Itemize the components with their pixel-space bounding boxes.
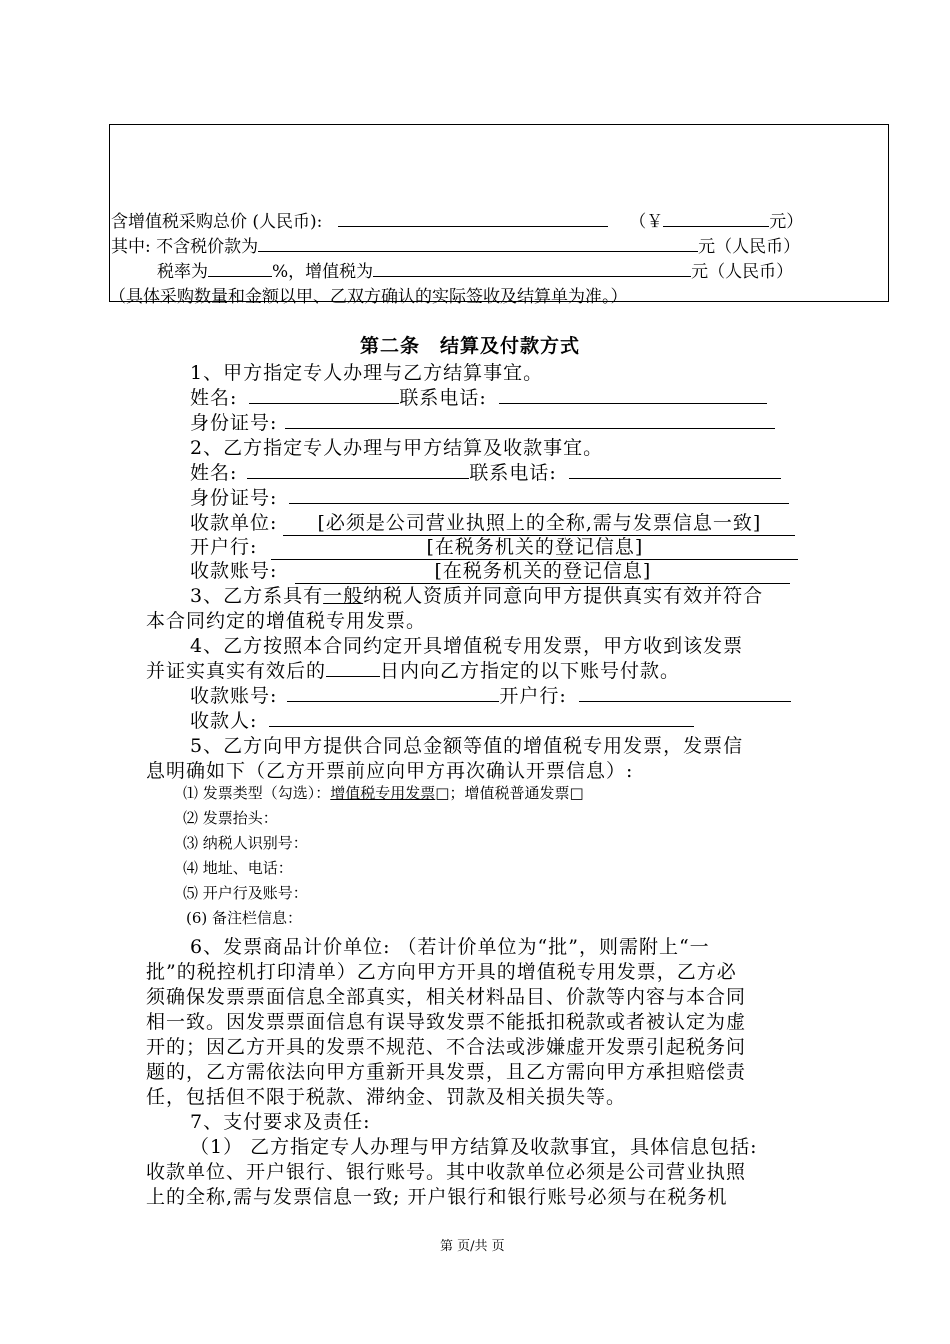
item4-line2-post: 日内向乙方指定的以下账号付款。 bbox=[380, 660, 681, 682]
item2-text: 2、乙方指定专人办理与甲方结算及收款事宜。 bbox=[190, 437, 604, 459]
total-price-open: （￥ bbox=[629, 212, 664, 232]
item1-text: 1、甲方指定专人办理与乙方结算事宜。 bbox=[190, 362, 544, 384]
item2-contact-line bbox=[190, 458, 781, 485]
item1-phone-label: 联系电话: bbox=[399, 387, 487, 409]
item4-line1: 4、乙方按照本合同约定开具增值税专用发票，甲方收到该发票 bbox=[190, 635, 744, 657]
item2-payee-value[interactable]: [必须是公司营业执照上的全称,需与发票信息一致] bbox=[283, 508, 795, 536]
item2-account-line bbox=[190, 556, 790, 584]
total-price-blank[interactable] bbox=[338, 209, 608, 227]
item4-payee-line bbox=[190, 706, 694, 733]
item4-account-label: 收款账号: bbox=[190, 685, 278, 707]
item5-sub1-special[interactable]: 增值税专用发票 bbox=[330, 784, 436, 802]
item7-line: 上的全称,需与发票信息一致; 开户银行和银行账号必须与在税务机 bbox=[146, 1186, 728, 1208]
item4-account-line bbox=[190, 681, 791, 708]
item5-line2: 息明确如下（乙方开票前应向甲方再次确认开票信息）: bbox=[146, 760, 634, 782]
item7-line: （1） 乙方指定专人办理与甲方结算及收款事宜，具体信息包括: bbox=[190, 1136, 758, 1158]
tax-blank[interactable] bbox=[373, 259, 691, 277]
item4-bank-blank[interactable] bbox=[579, 684, 791, 702]
item4-payee-blank[interactable] bbox=[269, 709, 694, 727]
notax-unit: 元（人民币） bbox=[698, 237, 801, 257]
item3-kind: 一般 bbox=[323, 585, 364, 607]
item3-line2: 本合同约定的增值税专用发票。 bbox=[146, 610, 427, 632]
rate-label: 税率为 bbox=[157, 262, 208, 282]
rate-blank[interactable] bbox=[208, 259, 272, 277]
item2-phone-label: 联系电话: bbox=[469, 462, 557, 484]
item3-post: 纳税人资质并同意向甲方提供真实有效并符合 bbox=[363, 585, 764, 607]
item4-line2-pre: 并证实真实有效后的 bbox=[146, 660, 327, 682]
item2-id-label: 身份证号: bbox=[190, 487, 278, 509]
total-price-unit: 元） bbox=[769, 212, 804, 232]
item3-pre: 3、乙方系具有 bbox=[190, 585, 324, 607]
item1-phone-blank[interactable] bbox=[499, 386, 767, 404]
item5-sub1-pre: ⑴ 发票类型（勾选）： bbox=[183, 784, 331, 802]
item5-line1: 5、乙方向甲方提供合同总金额等值的增值税专用发票，发票信 bbox=[190, 735, 744, 757]
item6-line: 任，包括但不限于税款、滞纳金、罚款及相关损失等。 bbox=[146, 1086, 627, 1108]
item2-phone-blank[interactable] bbox=[569, 461, 781, 479]
item1-name-blank[interactable] bbox=[249, 386, 399, 404]
item5-sub4: ⑷ 地址、电话： bbox=[183, 859, 293, 877]
rate-line bbox=[157, 257, 793, 282]
item5-sub5: ⑸ 开户行及账号： bbox=[183, 884, 308, 902]
rate-pct: %，增值税为 bbox=[272, 262, 374, 282]
item6-line: 须确保发票票面信息全部真实，相关材料品目、价款等内容与本合同 bbox=[146, 986, 747, 1008]
notax-label: 其中: 不含税价款为 bbox=[111, 237, 259, 257]
item1-name-label: 姓名: bbox=[190, 387, 238, 409]
item7-line: 收款单位、开户银行、银行账号。其中收款单位必须是公司营业执照 bbox=[146, 1161, 747, 1183]
item4-payee-label: 收款人: bbox=[190, 710, 258, 732]
item4-account-blank[interactable] bbox=[287, 684, 499, 702]
item7-title: 7、支付要求及责任: bbox=[190, 1111, 371, 1133]
item1-id-line bbox=[190, 408, 775, 435]
item5-sub2: ⑵ 发票抬头： bbox=[183, 809, 278, 827]
item4-days-blank[interactable] bbox=[326, 659, 380, 677]
item6-line: 6、发票商品计价单位: （若计价单位为“批”，则需附上“一 bbox=[190, 936, 710, 958]
notax-line bbox=[111, 232, 800, 257]
item2-account-value[interactable]: [在税务机关的登记信息] bbox=[295, 556, 790, 584]
item1-id-label: 身份证号: bbox=[190, 412, 278, 434]
item2-bank-label: 开户行: bbox=[190, 536, 258, 558]
item2-name-blank[interactable] bbox=[247, 461, 469, 479]
item4-line2 bbox=[146, 656, 680, 683]
item6-line: 相一致。因发票票面信息有误导致发票不能抵扣税款或者被认定为虚 bbox=[146, 1011, 747, 1033]
item2-bank-value[interactable]: [在税务机关的登记信息] bbox=[271, 532, 798, 560]
section-title: 第二条 结算及付款方式 bbox=[360, 335, 581, 357]
total-price-rmb-blank[interactable] bbox=[663, 209, 769, 227]
page-footer: 第 页/共 页 bbox=[440, 1239, 505, 1254]
item4-bank-label: 开户行: bbox=[499, 685, 567, 707]
item2-name-label: 姓名: bbox=[190, 462, 238, 484]
item2-account-label: 收款账号: bbox=[190, 560, 278, 582]
item6-line: 批”的税控机打印清单）乙方向甲方开具的增值税专用发票，乙方必 bbox=[146, 961, 737, 983]
item6-line: 题的，乙方需依法向甲方重新开具发票，且乙方需向甲方承担赔偿责 bbox=[146, 1061, 747, 1083]
total-price-label: 含增值税采购总价 (人民币): bbox=[111, 212, 323, 232]
item5-sub6: (6) 备注栏信息： bbox=[186, 909, 303, 927]
item6-line: 开的；因乙方开具的发票不规范、不合法或涉嫌虚开发票引起税务问 bbox=[146, 1036, 747, 1058]
tax-unit: 元（人民币） bbox=[691, 262, 794, 282]
item1-contact-line bbox=[190, 383, 767, 410]
price-note: （具体采购数量和金额以甲、乙双方确认的实际签收及结算单为准。） bbox=[109, 287, 628, 307]
item5-sub3: ⑶ 纳税人识别号： bbox=[183, 834, 308, 852]
total-price-line bbox=[111, 207, 803, 232]
item2-id-line bbox=[190, 483, 789, 510]
item2-id-blank[interactable] bbox=[289, 486, 789, 504]
item2-payee-label: 收款单位: bbox=[190, 512, 278, 534]
notax-blank[interactable] bbox=[258, 234, 698, 252]
item3-line1 bbox=[190, 581, 763, 608]
item1-id-blank[interactable] bbox=[285, 411, 775, 429]
item5-sub1-mid[interactable]: □；增值税普通发票□ bbox=[435, 784, 584, 802]
item5-sub1 bbox=[183, 782, 584, 803]
